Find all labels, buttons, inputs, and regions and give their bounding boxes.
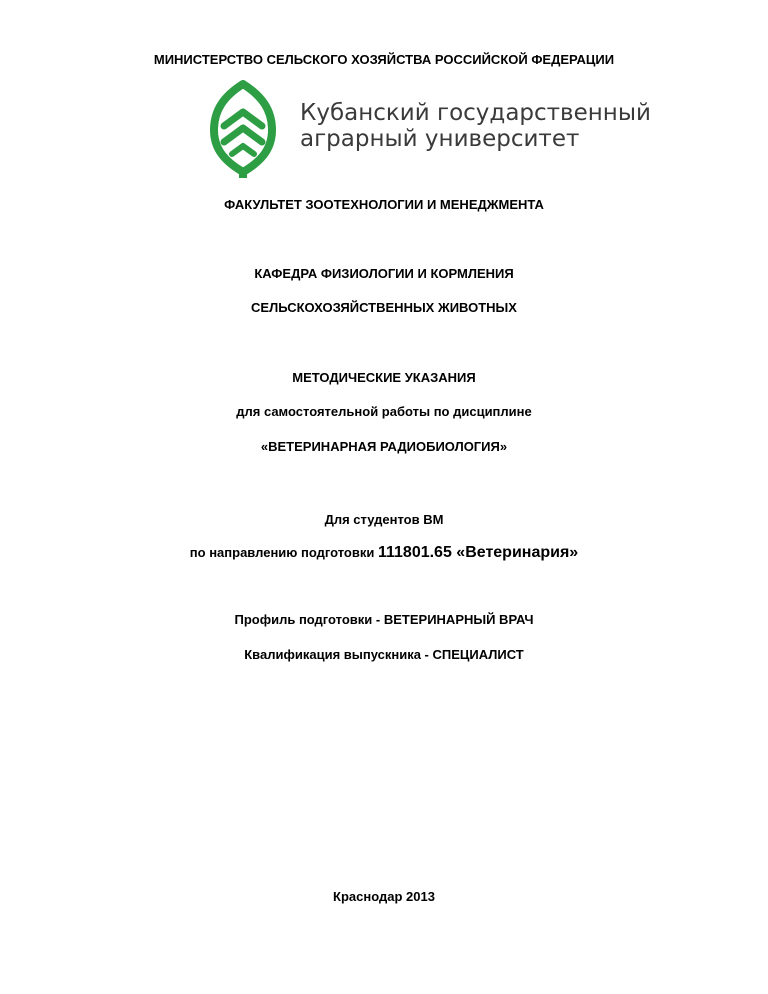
university-logo (210, 80, 651, 180)
direction-prefix: по направлению подготовки (189, 545, 378, 560)
faculty-heading: ФАКУЛЬТЕТ ЗООТЕХНОЛОГИИ И МЕНЕДЖМЕНТА (224, 197, 544, 212)
department-line1: КАФЕДРА ФИЗИОЛОГИИ И КОРМЛЕНИЯ (254, 266, 514, 281)
university-name-line1: Кубанский государственный (300, 100, 651, 126)
university-name (300, 100, 651, 152)
department-line2: СЕЛЬСКОХОЗЯЙСТВЕННЫХ ЖИВОТНЫХ (251, 300, 517, 315)
audience-direction (0, 545, 768, 561)
graduate-qualification: Квалификация выпускника - СПЕЦИАЛИСТ (244, 647, 524, 662)
training-profile: Профиль подготовки - ВЕТЕРИНАРНЫЙ ВРАЧ (234, 612, 534, 627)
document-purpose: для самостоятельной работы по дисциплине (236, 404, 532, 419)
document-type: МЕТОДИЧЕСКИЕ УКАЗАНИЯ (292, 370, 476, 385)
discipline-name: «ВЕТЕРИНАРНАЯ РАДИОБИОЛОГИЯ» (260, 439, 508, 454)
city-year-footer: Краснодар 2013 (333, 889, 435, 904)
direction-value: 111801.65 «Ветеринария» (377, 544, 579, 561)
leaf-logo-icon (210, 80, 276, 180)
audience-students: Для студентов ВМ (324, 512, 444, 527)
university-name-line2: аграрный университет (300, 126, 580, 152)
ministry-heading: МИНИСТЕРСТВО СЕЛЬСКОГО ХОЗЯЙСТВА РОССИЙСКОЙ ФЕДЕРАЦИИ (153, 52, 615, 67)
